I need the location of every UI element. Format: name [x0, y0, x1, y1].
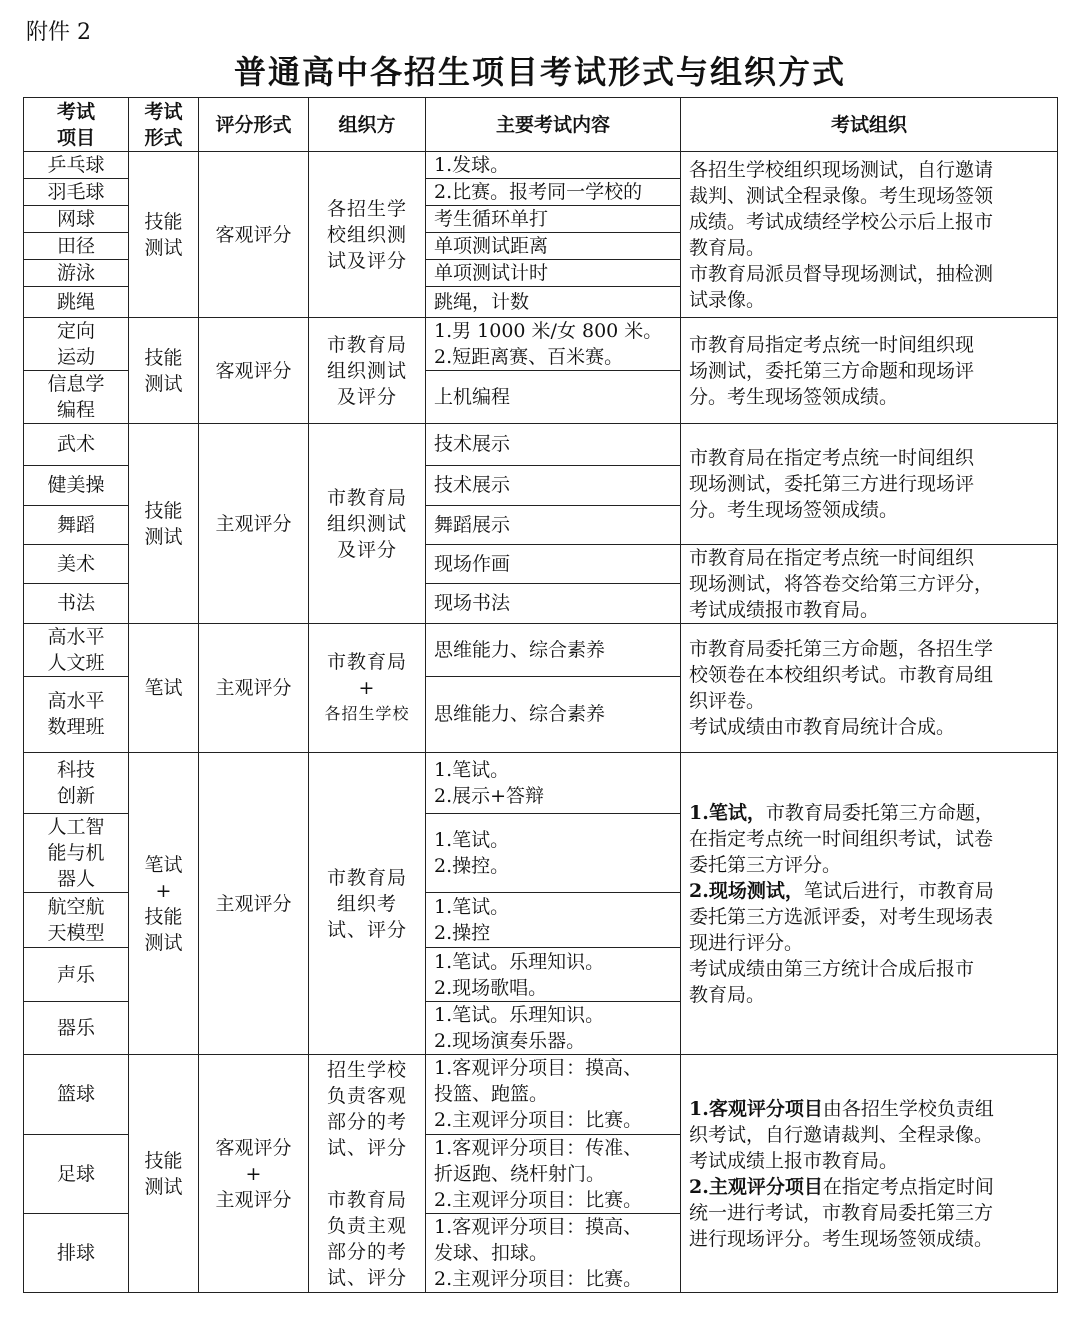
text-line: 高水平	[47, 690, 105, 713]
line-text: 委托第三方评分。	[689, 853, 842, 876]
exam-item-cell	[24, 814, 129, 893]
text-line: 织评卷。	[689, 689, 766, 712]
content-cell	[426, 752, 681, 813]
text-line	[689, 930, 1053, 956]
line-text: 进行现场评分。考生现场签领成绩。	[689, 1227, 994, 1250]
line-text: 笔试后进行，市教育局	[803, 879, 994, 902]
text-line: 网球	[56, 208, 95, 231]
page-title: 普通高中各招生项目考试形式与组织方式	[233, 53, 846, 91]
organizer-cell	[309, 318, 426, 424]
text-line: 2.比赛。报考同一学校的	[434, 181, 643, 204]
content-cell	[426, 179, 681, 206]
content-cell	[426, 544, 681, 583]
text-line: 测试	[144, 372, 183, 395]
header-score: 评分形式	[199, 98, 309, 152]
text-line: 市教育局	[326, 650, 407, 673]
text-line	[689, 878, 1053, 904]
text-line: 市教育局委托第三方命题，各招生学	[689, 637, 994, 660]
text-line: 2.现场歌唱。	[434, 976, 548, 999]
text-line: 主观评分	[215, 892, 292, 915]
text-line: 上机编程	[434, 386, 511, 409]
text-line: 教育局。	[689, 236, 766, 259]
text-line: 现场测试，将答卷交给第三方评分，	[689, 572, 994, 595]
score-form-cell	[199, 318, 309, 424]
line-text: 织考试，自行邀请裁判、全程录像。	[689, 1123, 994, 1146]
bold-lead: 2.主观评分项目	[689, 1175, 823, 1198]
text-line: 考试	[56, 100, 95, 123]
exam-table-body	[24, 98, 1058, 1293]
text-line: 篮球	[56, 1083, 95, 1106]
text-line: 思维能力、综合素养	[434, 703, 606, 726]
text-line: 天模型	[47, 922, 105, 945]
text-line: 技能	[144, 905, 183, 928]
text-line: 2.短距离赛、百米赛。	[434, 346, 624, 369]
text-line: 1.客观评分项目：摸高、	[434, 1215, 643, 1238]
text-line: 项目	[56, 126, 95, 149]
text-line: 现场作画	[434, 552, 511, 575]
exam-item-cell	[24, 179, 129, 206]
text-line: 美术	[56, 552, 95, 575]
text-line: 及评分	[336, 538, 397, 561]
text-line: 测试	[144, 931, 183, 954]
text-line: 技能	[144, 1149, 183, 1172]
text-line: 技能	[144, 499, 183, 522]
line-text: 由各招生学校负责组	[822, 1097, 994, 1120]
text-line: 1.男 1000 米/女 800 米。	[434, 320, 663, 343]
exam-item-cell	[24, 152, 129, 179]
text-line: 主观评分	[215, 1188, 292, 1211]
text-line: 试、评分	[326, 1266, 407, 1289]
text-line	[689, 852, 1053, 878]
exam-form-cell	[129, 623, 199, 752]
table-row	[24, 752, 1058, 813]
line-text: 考试成绩由第三方统计合成后报市	[689, 957, 975, 980]
text-line: 主观评分	[215, 676, 292, 699]
text-line: 市教育局在指定考点统一时间组织	[689, 546, 975, 569]
exam-item-cell	[24, 893, 129, 948]
text-line: 各招生学	[326, 197, 407, 220]
text-line: 技能	[144, 210, 183, 233]
exam-item-cell	[24, 948, 129, 1002]
text-line: 游泳	[56, 262, 95, 285]
text-line: 2.主观评分项目：比赛。	[434, 1109, 643, 1132]
text-line: 人文班	[47, 651, 105, 674]
text-line: 健美操	[47, 474, 105, 497]
text-line: 田径	[56, 235, 95, 258]
text-line: 2.主观评分项目：比赛。	[434, 1267, 643, 1290]
exam-item-cell	[24, 505, 129, 544]
text-line: 各招生学校	[324, 703, 410, 723]
text-line: 折返跑、绕杆射门。	[434, 1162, 606, 1185]
text-line: 2.主观评分项目：比赛。	[434, 1188, 643, 1211]
line-text: 考试成绩上报市教育局。	[689, 1149, 899, 1172]
table-row	[24, 424, 1058, 465]
score-form-cell	[199, 424, 309, 623]
text-line: 市教育局	[326, 486, 407, 509]
text-line: 舞蹈展示	[434, 513, 511, 536]
text-line: 1.笔试。	[434, 896, 510, 919]
score-form-cell	[199, 623, 309, 752]
text-line: 考试	[144, 100, 183, 123]
text-line: 组织考	[336, 892, 397, 915]
score-form-cell	[199, 1055, 309, 1293]
content-cell	[426, 676, 681, 752]
text-line: 市教育局派员督导现场测试，抽检测	[689, 262, 994, 285]
text-line: 书法	[56, 592, 95, 615]
text-line: 客观评分	[215, 1136, 292, 1159]
text-line: 负责主观	[326, 1214, 407, 1237]
text-line: 1.笔试。乐理知识。	[434, 950, 605, 973]
exam-item-cell	[24, 1134, 129, 1213]
content-cell	[426, 371, 681, 424]
organizer-cell	[309, 152, 426, 318]
text-line: 排球	[56, 1241, 95, 1264]
text-line	[689, 1096, 1053, 1122]
text-line	[689, 1226, 1053, 1252]
exam-item-cell	[24, 465, 129, 505]
exam-item-cell	[24, 287, 129, 318]
exam-item-cell	[24, 318, 129, 371]
text-line: 乒乓球	[47, 154, 105, 177]
text-line: 场测试，委托第三方命题和现场评	[689, 359, 975, 382]
text-line: 负责客观	[326, 1084, 407, 1107]
text-line: 笔试	[144, 853, 183, 876]
text-line: 市教育局	[326, 1188, 407, 1211]
content-cell	[426, 260, 681, 287]
text-line: 数理班	[47, 716, 105, 739]
text-line: 器乐	[56, 1017, 95, 1040]
content-cell	[426, 505, 681, 544]
text-line: 裁判、测试全程录像。考生现场签领	[689, 184, 994, 207]
line-text: 委托第三方选派评委，对考生现场表	[689, 905, 994, 928]
exam-item-cell	[24, 623, 129, 676]
exam-org-cell	[681, 544, 1058, 623]
bold-lead: 2.现场测试，	[689, 879, 804, 902]
content-cell	[426, 583, 681, 623]
exam-org-cell	[681, 623, 1058, 752]
header-exam-org: 考试组织	[681, 98, 1058, 152]
exam-item-cell	[24, 1002, 129, 1055]
content-cell	[426, 1002, 681, 1055]
text-line: 笔试	[144, 676, 183, 699]
content-cell	[426, 948, 681, 1002]
text-line: 声乐	[56, 963, 95, 986]
text-line: 考试成绩由市教育局统计合成。	[689, 715, 956, 738]
exam-item-cell	[24, 1055, 129, 1134]
content-cell	[426, 233, 681, 260]
text-line: 舞蹈	[56, 513, 95, 536]
text-line: 1.笔试。	[434, 829, 510, 852]
text-line: 考试成绩报市教育局。	[689, 598, 880, 621]
content-cell	[426, 206, 681, 233]
text-line	[689, 1122, 1053, 1148]
text-line: 试、评分	[326, 918, 407, 941]
exam-org-cell	[681, 1055, 1058, 1293]
text-line: 跳绳	[56, 291, 95, 314]
text-line: 测试	[144, 525, 183, 548]
content-cell	[426, 424, 681, 465]
exam-org-cell	[681, 424, 1058, 544]
text-line: 武术	[56, 433, 95, 456]
text-line: 部分的考	[326, 1110, 407, 1133]
line-text: 教育局。	[689, 983, 766, 1006]
text-line	[689, 1200, 1053, 1226]
content-cell	[426, 1134, 681, 1213]
text-line: 现场测试，委托第三方进行现场评	[689, 473, 975, 496]
exam-item-cell	[24, 260, 129, 287]
table-row	[24, 152, 1058, 179]
text-line: 市教育局	[326, 866, 407, 889]
score-form-cell	[199, 152, 309, 318]
text-line: 信息学	[47, 373, 105, 396]
exam-item-cell	[24, 752, 129, 813]
content-cell	[426, 1213, 681, 1292]
exam-item-cell	[24, 206, 129, 233]
text-line: 人工智	[47, 816, 105, 839]
text-line: 2.操控。	[434, 855, 510, 878]
exam-org-cell	[681, 152, 1058, 318]
content-cell	[426, 623, 681, 676]
exam-item-cell	[24, 1213, 129, 1292]
text-line: 1.笔试。乐理知识。	[434, 1004, 605, 1027]
header-item	[24, 98, 129, 152]
text-line: 试录像。	[689, 288, 766, 311]
text-line: 思维能力、综合素养	[434, 638, 606, 661]
line-text: 现进行评分。	[689, 931, 804, 954]
content-cell	[426, 1055, 681, 1134]
text-line: 器人	[56, 868, 95, 891]
exam-item-cell	[24, 544, 129, 583]
exam-item-cell	[24, 233, 129, 260]
text-line: 校组织测	[326, 223, 407, 246]
text-line: +	[245, 1162, 262, 1185]
text-line	[309, 1161, 425, 1187]
text-line: 招生学校	[326, 1058, 407, 1081]
line-text: 在指定考点指定时间	[822, 1175, 994, 1198]
exam-org-cell	[681, 752, 1058, 1054]
text-line: 单项测试计时	[434, 262, 549, 285]
text-line	[689, 956, 1053, 982]
text-line: 跳绳，计数	[434, 291, 530, 314]
text-line: 现场书法	[434, 592, 511, 615]
organizer-cell	[309, 424, 426, 623]
text-line: 1.客观评分项目：摸高、	[434, 1057, 643, 1080]
table-row	[24, 318, 1058, 371]
text-line	[689, 982, 1053, 1008]
text-line: 市教育局在指定考点统一时间组织	[689, 447, 975, 470]
text-line: 试及评分	[326, 249, 407, 272]
exam-table	[23, 97, 1058, 1293]
text-line	[689, 800, 1053, 826]
text-line: 高水平	[47, 625, 105, 648]
text-line: 1.发球。	[434, 154, 510, 177]
text-line: 能与机	[47, 842, 105, 865]
exam-item-cell	[24, 583, 129, 623]
text-line: 考生循环单打	[434, 208, 549, 231]
text-line: 组织测试	[326, 512, 407, 535]
text-line: 羽毛球	[47, 181, 105, 204]
text-line: 市教育局	[326, 333, 407, 356]
text-line: 1.客观评分项目：传准、	[434, 1136, 643, 1159]
text-line: 投篮、跑篮。	[434, 1083, 549, 1106]
text-line: 单项测试距离	[434, 235, 549, 258]
header-content: 主要考试内容	[426, 98, 681, 152]
text-line: 部分的考	[326, 1240, 407, 1263]
text-line	[689, 904, 1053, 930]
text-line: 成绩。考试成绩经学校公示后上报市	[689, 210, 994, 233]
text-line: 技术展示	[434, 433, 511, 456]
text-line	[689, 1174, 1053, 1200]
text-line	[689, 1148, 1053, 1174]
organizer-cell	[309, 752, 426, 1054]
exam-org-cell	[681, 318, 1058, 424]
text-line: 足球	[56, 1162, 95, 1185]
table-row	[24, 623, 1058, 676]
text-line: 分。考生现场签领成绩。	[689, 385, 899, 408]
text-line: 创新	[56, 785, 95, 807]
text-line: 客观评分	[215, 223, 292, 246]
line-text: 市教育局委托第三方命题，	[765, 801, 994, 824]
text-line: 形式	[144, 126, 183, 149]
text-line: 校领卷在本校组织考试。市教育局组	[689, 663, 994, 686]
exam-form-cell	[129, 152, 199, 318]
content-cell	[426, 893, 681, 948]
text-line: 技能	[144, 346, 183, 369]
exam-item-cell	[24, 676, 129, 752]
bold-lead: 1.客观评分项目	[689, 1097, 823, 1120]
text-line: 科技	[56, 759, 95, 781]
exam-item-cell	[24, 424, 129, 465]
content-cell	[426, 814, 681, 893]
header-row	[24, 98, 1058, 152]
text-line: 各招生学校组织现场测试，自行邀请	[689, 158, 994, 181]
exam-form-cell	[129, 318, 199, 424]
text-line: 试、评分	[326, 1136, 407, 1159]
exam-form-cell	[129, 424, 199, 623]
text-line: 技术展示	[434, 474, 511, 497]
text-line: 发球、扣球。	[434, 1241, 549, 1264]
text-line: 主观评分	[215, 512, 292, 535]
line-text: 在指定考点统一时间组织考试，试卷	[689, 827, 994, 850]
organizer-cell	[309, 623, 426, 752]
text-line: 编程	[56, 399, 95, 422]
exam-item-cell	[24, 371, 129, 424]
content-cell	[426, 318, 681, 371]
text-line: 测试	[144, 236, 183, 259]
text-line: 2.展示+答辩	[434, 785, 545, 807]
text-line: 2.操控	[434, 922, 491, 945]
content-cell	[426, 152, 681, 179]
text-line: 航空航	[47, 896, 105, 919]
header-form	[129, 98, 199, 152]
text-line	[689, 826, 1053, 852]
text-line: 2.现场演奏乐器。	[434, 1030, 586, 1053]
text-line: 市教育局指定考点统一时间组织现	[689, 333, 975, 356]
text-line: 组织测试	[326, 359, 407, 382]
text-line: +	[358, 676, 376, 699]
content-cell	[426, 465, 681, 505]
content-cell	[426, 287, 681, 318]
table-row	[24, 1055, 1058, 1134]
text-line: 分。考生现场签领成绩。	[689, 499, 899, 522]
exam-form-cell	[129, 1055, 199, 1293]
exam-form-cell	[129, 752, 199, 1054]
text-line: 1.笔试。	[434, 759, 510, 781]
line-text: 统一进行考试，市教育局委托第三方	[689, 1201, 994, 1224]
score-form-cell	[199, 752, 309, 1054]
text-line: 运动	[56, 346, 95, 369]
annex-label: 附件 2	[26, 20, 91, 45]
text-line: 及评分	[336, 385, 397, 408]
header-org: 组织方	[309, 98, 426, 152]
text-line: +	[155, 879, 172, 902]
bold-lead: 1.笔试，	[689, 801, 766, 824]
organizer-cell	[309, 1055, 426, 1293]
text-line: 客观评分	[215, 359, 292, 382]
text-line: 定向	[56, 320, 95, 343]
text-line: 测试	[144, 1175, 183, 1198]
